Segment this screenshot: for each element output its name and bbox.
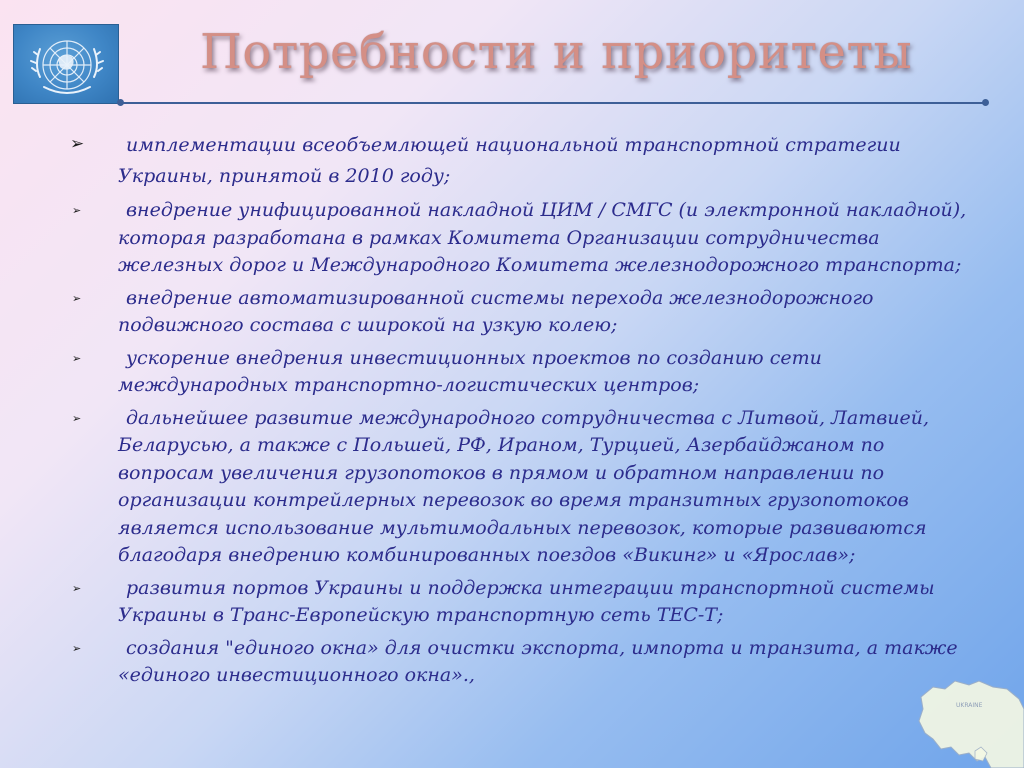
list-item (70, 405, 970, 570)
arrow-bullet-icon: ➢ (72, 291, 82, 305)
divider-endpoint (117, 99, 124, 106)
list-item-text: внедрение автоматизированной системы перехода железнодорожного подвижного состава с широкой на узкую колею; (118, 286, 874, 336)
arrow-bullet-icon: ➢ (70, 134, 85, 154)
list-item-text: ускорение внедрения инвестиционных проектов по созданию сети международных транспортно-логистических центров; (118, 346, 822, 396)
slide-title: Потребности и приоритеты (200, 24, 913, 80)
list-item (70, 635, 970, 690)
list-item-text: создания "единого окна» для очистки экспорта, импорта и транзита, а также «единого инвестиционного окна»., (118, 636, 958, 686)
list-item (70, 345, 970, 400)
bullet-list (70, 130, 970, 695)
list-item-text: дальнейшее развитие международного сотрудничества с Литвой, Латвией, Беларусью, а также с Польшей, РФ, Ираном, Турцией, Азербайджаном по вопросам увеличения грузопотоков в прямом и обратном направлении по организации контрейлерных перевозок во время транзитных грузопотоков является использование мультимодальных перевозок, которые развиваются благодаря внедрению комбинированных поездов «Викинг» и «Ярослав»; (118, 406, 930, 566)
arrow-bullet-icon: ➢ (72, 204, 82, 217)
list-item (70, 575, 970, 630)
arrow-bullet-icon: ➢ (72, 581, 82, 595)
list-item (70, 285, 970, 340)
arrow-bullet-icon: ➢ (72, 641, 82, 655)
ukraine-map-icon (915, 675, 1024, 768)
divider-endpoint (982, 99, 989, 106)
list-item (70, 130, 970, 192)
map-caption: UKRAINE (956, 702, 983, 709)
title-divider (120, 102, 986, 104)
list-item-text: внедрение унифицированной накладной ЦИМ / СМГС (и электронной накладной), которая разработана в рамках Комитета Организации сотрудничества железных дорог и Международного Комитета железнодорожного транспорта; (118, 199, 967, 276)
arrow-bullet-icon: ➢ (72, 351, 82, 365)
arrow-bullet-icon: ➢ (72, 411, 82, 425)
list-item-text: имплементации всеобъемлющей национальной транспортной стратегии Украины, принятой в 2010 году; (118, 134, 901, 187)
list-item (70, 197, 970, 280)
un-emblem-icon (13, 24, 119, 104)
list-item-text: развития портов Украины и поддержка интеграции транспортной системы Украины в Транс-Европейскую транспортную сеть ТЕС-Т; (118, 576, 935, 626)
